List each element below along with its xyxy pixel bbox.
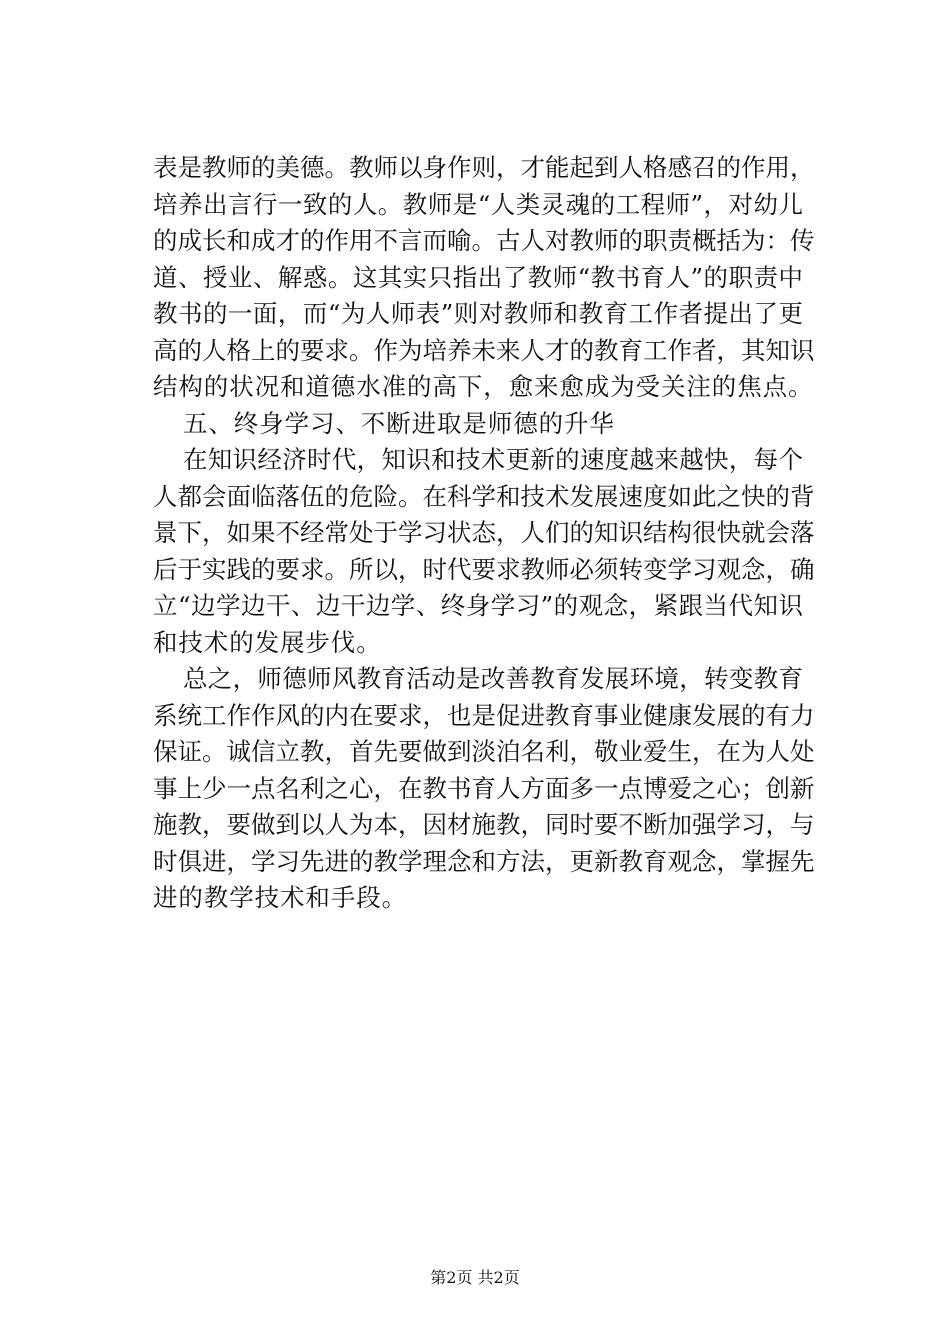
text-line: 总之，师德师风教育活动是改善教育发展环境，转变教育: [183, 664, 803, 693]
text-line: 教书的一面，而“为人师表”则对教师和教育工作者提出了更: [153, 299, 803, 328]
text-line: 道、授业、解惑。这其实只指出了教师“教书育人”的职责中: [153, 262, 803, 292]
text-line: 表是教师的美德。教师以身作则，才能起到人格感召的作用，: [153, 153, 815, 182]
text-line: 和技术的发展步伐。: [153, 627, 382, 657]
text-line: 景下，如果不经常处于学习状态，人们的知识结构很快就会落: [153, 518, 815, 547]
text-line: 时俱进，学习先进的教学理念和方法，更新教育观念，掌握先: [153, 846, 815, 876]
text-line: 结构的状况和道德水准的高下，愈来愈成为受关注的焦点。: [153, 372, 814, 401]
text-line: 事上少一点名利之心，在教书育人方面多一点博爱之心；创新: [153, 773, 815, 803]
text-line: 立“边学边干、边干边学、终身学习”的观念，紧跟当代知识: [153, 591, 803, 620]
text-line: 人都会面临落伍的危险。在科学和技术发展速度如此之快的背: [153, 481, 815, 511]
text-line: 施教，要做到以人为本，因材施教，同时要不断加强学习，与: [153, 810, 815, 839]
text-line: 培养出言行一致的人。教师是“人类灵魂的工程师”，对幼儿: [153, 189, 803, 219]
text-line: 系统工作作风的内在要求，也是促进教育事业健康发展的有力: [153, 700, 815, 730]
text-line: 高的人格上的要求。作为培养未来人才的教育工作者，其知识: [153, 335, 815, 365]
document-body: [153, 150, 815, 917]
section-heading: 五、终身学习、不断进取是师德的升华: [183, 408, 615, 438]
text-line: 的成长和成才的作用不言而喻。古人对教师的职责概括为：传: [153, 226, 815, 255]
page-number-footer: 第2页 共2页: [430, 1268, 520, 1287]
text-line: 在知识经济时代，知识和技术更新的速度越来越快，每个: [183, 445, 803, 474]
text-line: 后于实践的要求。所以，时代要求教师必须转变学习观念，确: [153, 554, 815, 584]
text-line: 进的教学技术和手段。: [153, 883, 407, 912]
text-line: 保证。诚信立教，首先要做到淡泊名利，敬业爱生，在为人处: [153, 737, 815, 766]
